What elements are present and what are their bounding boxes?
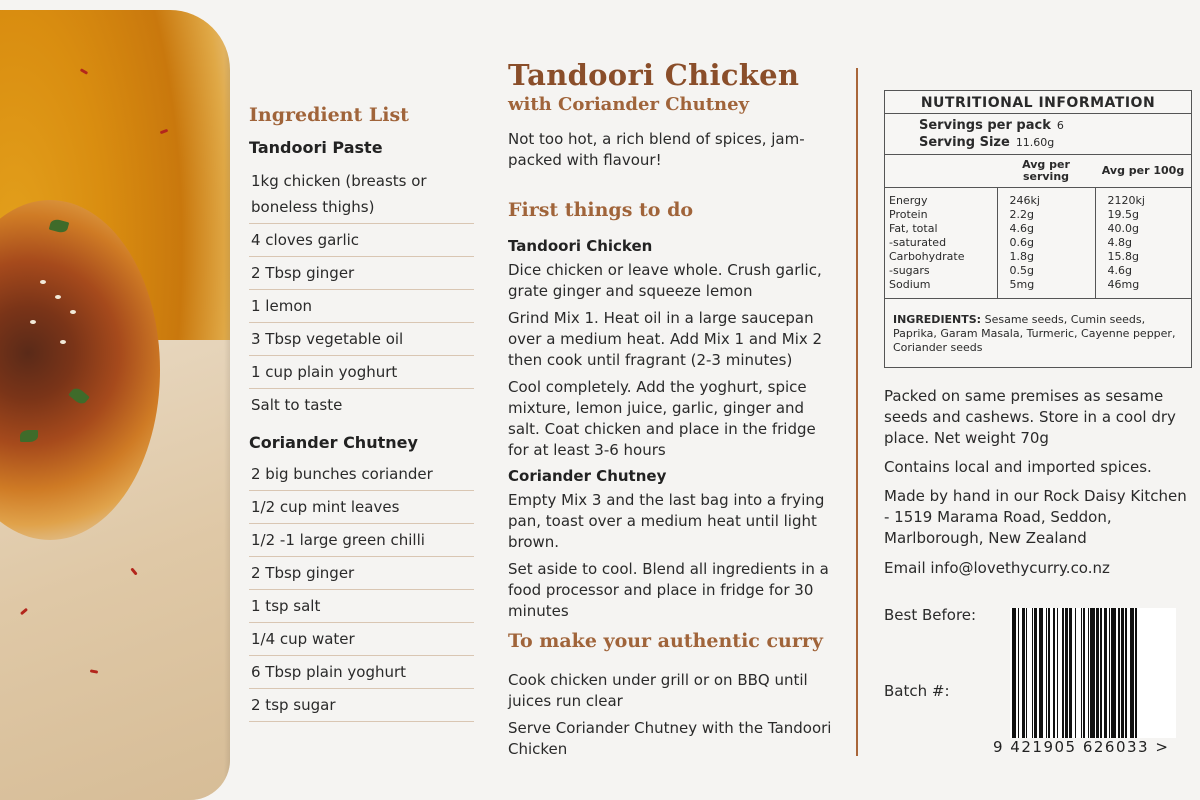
nutrient-column-header: [885, 155, 997, 188]
leaf-garnish: [20, 430, 38, 442]
method-step: Dice chicken or leave whole. Crush garlic, grate ginger and squeeze lemon: [508, 261, 822, 300]
method-step: Cool completely. Add the yoghurt, spice mixture, lemon juice, garlic, ginger and salt. Coat chicken and place in the fridge for at least 3-6 hours: [508, 378, 816, 459]
per-serving-value: 4.6g: [997, 222, 1095, 236]
barcode: [1010, 608, 1176, 738]
spice-board-photo: [0, 10, 230, 800]
page-subtitle: with Coriander Chutney: [508, 94, 750, 115]
barcode-bar: [1022, 608, 1025, 738]
nutrition-table: [885, 154, 1191, 298]
tandoori-method-heading: Tandoori Chicken: [508, 237, 653, 255]
per-serving-value: 0.6g: [997, 236, 1095, 250]
table-row: [885, 188, 1191, 209]
list-item: 1/2 cup mint leaves: [249, 491, 474, 524]
table-row: [885, 264, 1191, 278]
barcode-bar: [1034, 608, 1037, 738]
barcode-bar: [1100, 608, 1101, 738]
batch-label: Batch #:: [884, 682, 950, 700]
nutrient-name: Carbohydrate: [889, 250, 965, 263]
list-item: 4 cloves garlic: [249, 224, 474, 257]
page-title: Tandoori Chicken: [508, 58, 800, 92]
nutrient-name: -sugars: [889, 264, 930, 277]
per-serving-value: 5mg: [997, 278, 1095, 298]
contact-email: Email info@lovethycurry.co.nz: [884, 559, 1110, 577]
barcode-bar: [1104, 608, 1107, 738]
table-row: [885, 208, 1191, 222]
nutrition-panel: [884, 90, 1192, 368]
list-item: 1 cup plain yoghurt: [249, 356, 474, 389]
list-item: 1 lemon: [249, 290, 474, 323]
nutrient-name: Energy: [885, 188, 997, 209]
maker-address: Made by hand in our Rock Daisy Kitchen - 1519 Marama Road, Seddon, Marlborough, New Zealand: [884, 487, 1187, 547]
sesame-seed: [55, 295, 61, 299]
method-column: [508, 58, 833, 760]
per-serving-value: 2.2g: [997, 208, 1095, 222]
list-item: 1/4 cup water: [249, 623, 474, 656]
nutrient-name: Sodium: [889, 278, 931, 291]
list-item: 6 Tbsp plain yoghurt: [249, 656, 474, 689]
barcode-bar: [1109, 608, 1110, 738]
per-100g-value: 40.0g: [1095, 222, 1191, 236]
barcode-bar: [1130, 608, 1134, 738]
per-serving-header: Avg per serving: [997, 155, 1095, 188]
column-divider: [856, 68, 858, 756]
ingredient-column: [249, 104, 474, 722]
list-item: 3 Tbsp vegetable oil: [249, 323, 474, 356]
method-step: Set aside to cool. Blend all ingredients in a food processor and place in fridge for 30 minutes: [508, 560, 829, 620]
list-item: 2 tsp sugar: [249, 689, 474, 722]
list-item: 2 Tbsp ginger: [249, 557, 474, 590]
barcode-bar: [1090, 608, 1094, 738]
barcode-bar: [1053, 608, 1056, 738]
list-item: 1 tsp salt: [249, 590, 474, 623]
barcode-bar: [1088, 608, 1089, 738]
sesame-seed: [40, 280, 46, 284]
curry-heading: To make your authentic curry: [508, 630, 823, 652]
barcode-bar: [1125, 608, 1126, 738]
sesame-seed: [70, 310, 76, 314]
first-things-heading: First things to do: [508, 199, 694, 221]
per-100g-value: 46mg: [1095, 278, 1191, 298]
saffron-thread: [160, 129, 169, 135]
per-100g-value: 4.6g: [1095, 264, 1191, 278]
barcode-bar: [1032, 608, 1033, 738]
table-row: [885, 236, 1191, 250]
barcode-bar: [1012, 608, 1016, 738]
table-row: [885, 278, 1191, 298]
servings-row: [885, 113, 1191, 135]
barcode-bar: [1111, 608, 1115, 738]
barcode-bar: [1048, 608, 1049, 738]
coriander-chutney-list: [249, 458, 474, 722]
ingredients-statement: [885, 298, 1191, 367]
barcode-bar: [1081, 608, 1082, 738]
spice-origin-note: Contains local and imported spices.: [884, 458, 1152, 476]
list-item: Salt to taste: [251, 396, 343, 414]
list-item: 1/2 -1 large green chilli: [249, 524, 474, 557]
method-step: Cook chicken under grill or on BBQ until juices run clear: [508, 671, 808, 710]
servings-label: Servings per pack: [919, 118, 1051, 133]
table-row: [885, 222, 1191, 236]
barcode-bar: [1062, 608, 1063, 738]
barcode-bar: [1039, 608, 1043, 738]
allergen-storage-note: Packed on same premises as sesame seeds and cashews. Store in a cool dry place. Net weight 70g: [884, 387, 1176, 447]
saffron-thread: [80, 68, 88, 75]
barcode-bar: [1135, 608, 1136, 738]
ingredient-list-heading: Ingredient List: [249, 104, 409, 126]
barcode-bar: [1046, 608, 1047, 738]
tandoori-paste-list: [249, 165, 474, 421]
intro-text: Not too hot, a rich blend of spices, jam-packed with flavour!: [508, 130, 805, 169]
ingredients-text: Sesame seeds, Cumin seeds, Paprika, Garam Masala, Turmeric, Cayenne pepper, Coriander seeds: [893, 313, 1176, 354]
barcode-bar: [1065, 608, 1068, 738]
nutrient-name: -saturated: [889, 236, 947, 249]
serving-size-label: Serving Size: [919, 135, 1010, 150]
chutney-method-heading: Coriander Chutney: [508, 467, 667, 485]
per-serving-value: 246kj: [997, 188, 1095, 209]
per-100g-value: 19.5g: [1095, 208, 1191, 222]
per-serving-value: 0.5g: [997, 264, 1095, 278]
barcode-bar: [1096, 608, 1099, 738]
tandoori-paste-heading: Tandoori Paste: [249, 138, 383, 157]
sesame-seed: [30, 320, 36, 324]
list-item: 1kg chicken (breasts or boneless thighs): [249, 165, 474, 224]
table-row: [885, 250, 1191, 264]
nutrition-heading: NUTRITIONAL INFORMATION: [920, 95, 1156, 111]
barcode-bar: [1075, 608, 1076, 738]
board-edge-shadow: [224, 10, 230, 800]
barcode-bar: [1057, 608, 1058, 738]
serving-size-row: [885, 135, 1191, 154]
method-step: Empty Mix 3 and the last bag into a frying pan, toast over a medium heat until light brown.: [508, 491, 825, 551]
sesame-seed: [60, 340, 66, 344]
barcode-bar: [1018, 608, 1019, 738]
servings-value: 6: [1056, 119, 1064, 132]
coriander-chutney-heading: Coriander Chutney: [249, 433, 418, 452]
per-100g-value: 4.8g: [1095, 236, 1191, 250]
ingredients-label: INGREDIENTS:: [893, 313, 982, 326]
best-before-label: Best Before:: [884, 606, 977, 624]
nutrient-name: Fat, total: [889, 222, 938, 235]
barcode-bar: [1121, 608, 1124, 738]
method-step: Serve Coriander Chutney with the Tandoori Chicken: [508, 719, 832, 758]
per-100g-value: 2120kj: [1095, 188, 1191, 209]
method-step: Grind Mix 1. Heat oil in a large saucepan over a medium heat. Add Mix 1 and Mix 2 then cook until fragrant (2-3 minutes): [508, 309, 823, 369]
list-item: 2 big bunches coriander: [249, 458, 474, 491]
barcode-bar: [1069, 608, 1072, 738]
list-item: 2 Tbsp ginger: [249, 257, 474, 290]
barcode-bar: [1083, 608, 1084, 738]
per-100g-value: 15.8g: [1095, 250, 1191, 264]
per-serving-value: 1.8g: [997, 250, 1095, 264]
per-100g-header: Avg per 100g: [1095, 155, 1191, 188]
nutrient-name: Protein: [889, 208, 928, 221]
barcode-bar: [1118, 608, 1119, 738]
serving-size-value: 11.60g: [1015, 136, 1055, 149]
barcode-number: 9 421905 626033 >: [993, 738, 1170, 756]
barcode-bar: [1026, 608, 1027, 738]
